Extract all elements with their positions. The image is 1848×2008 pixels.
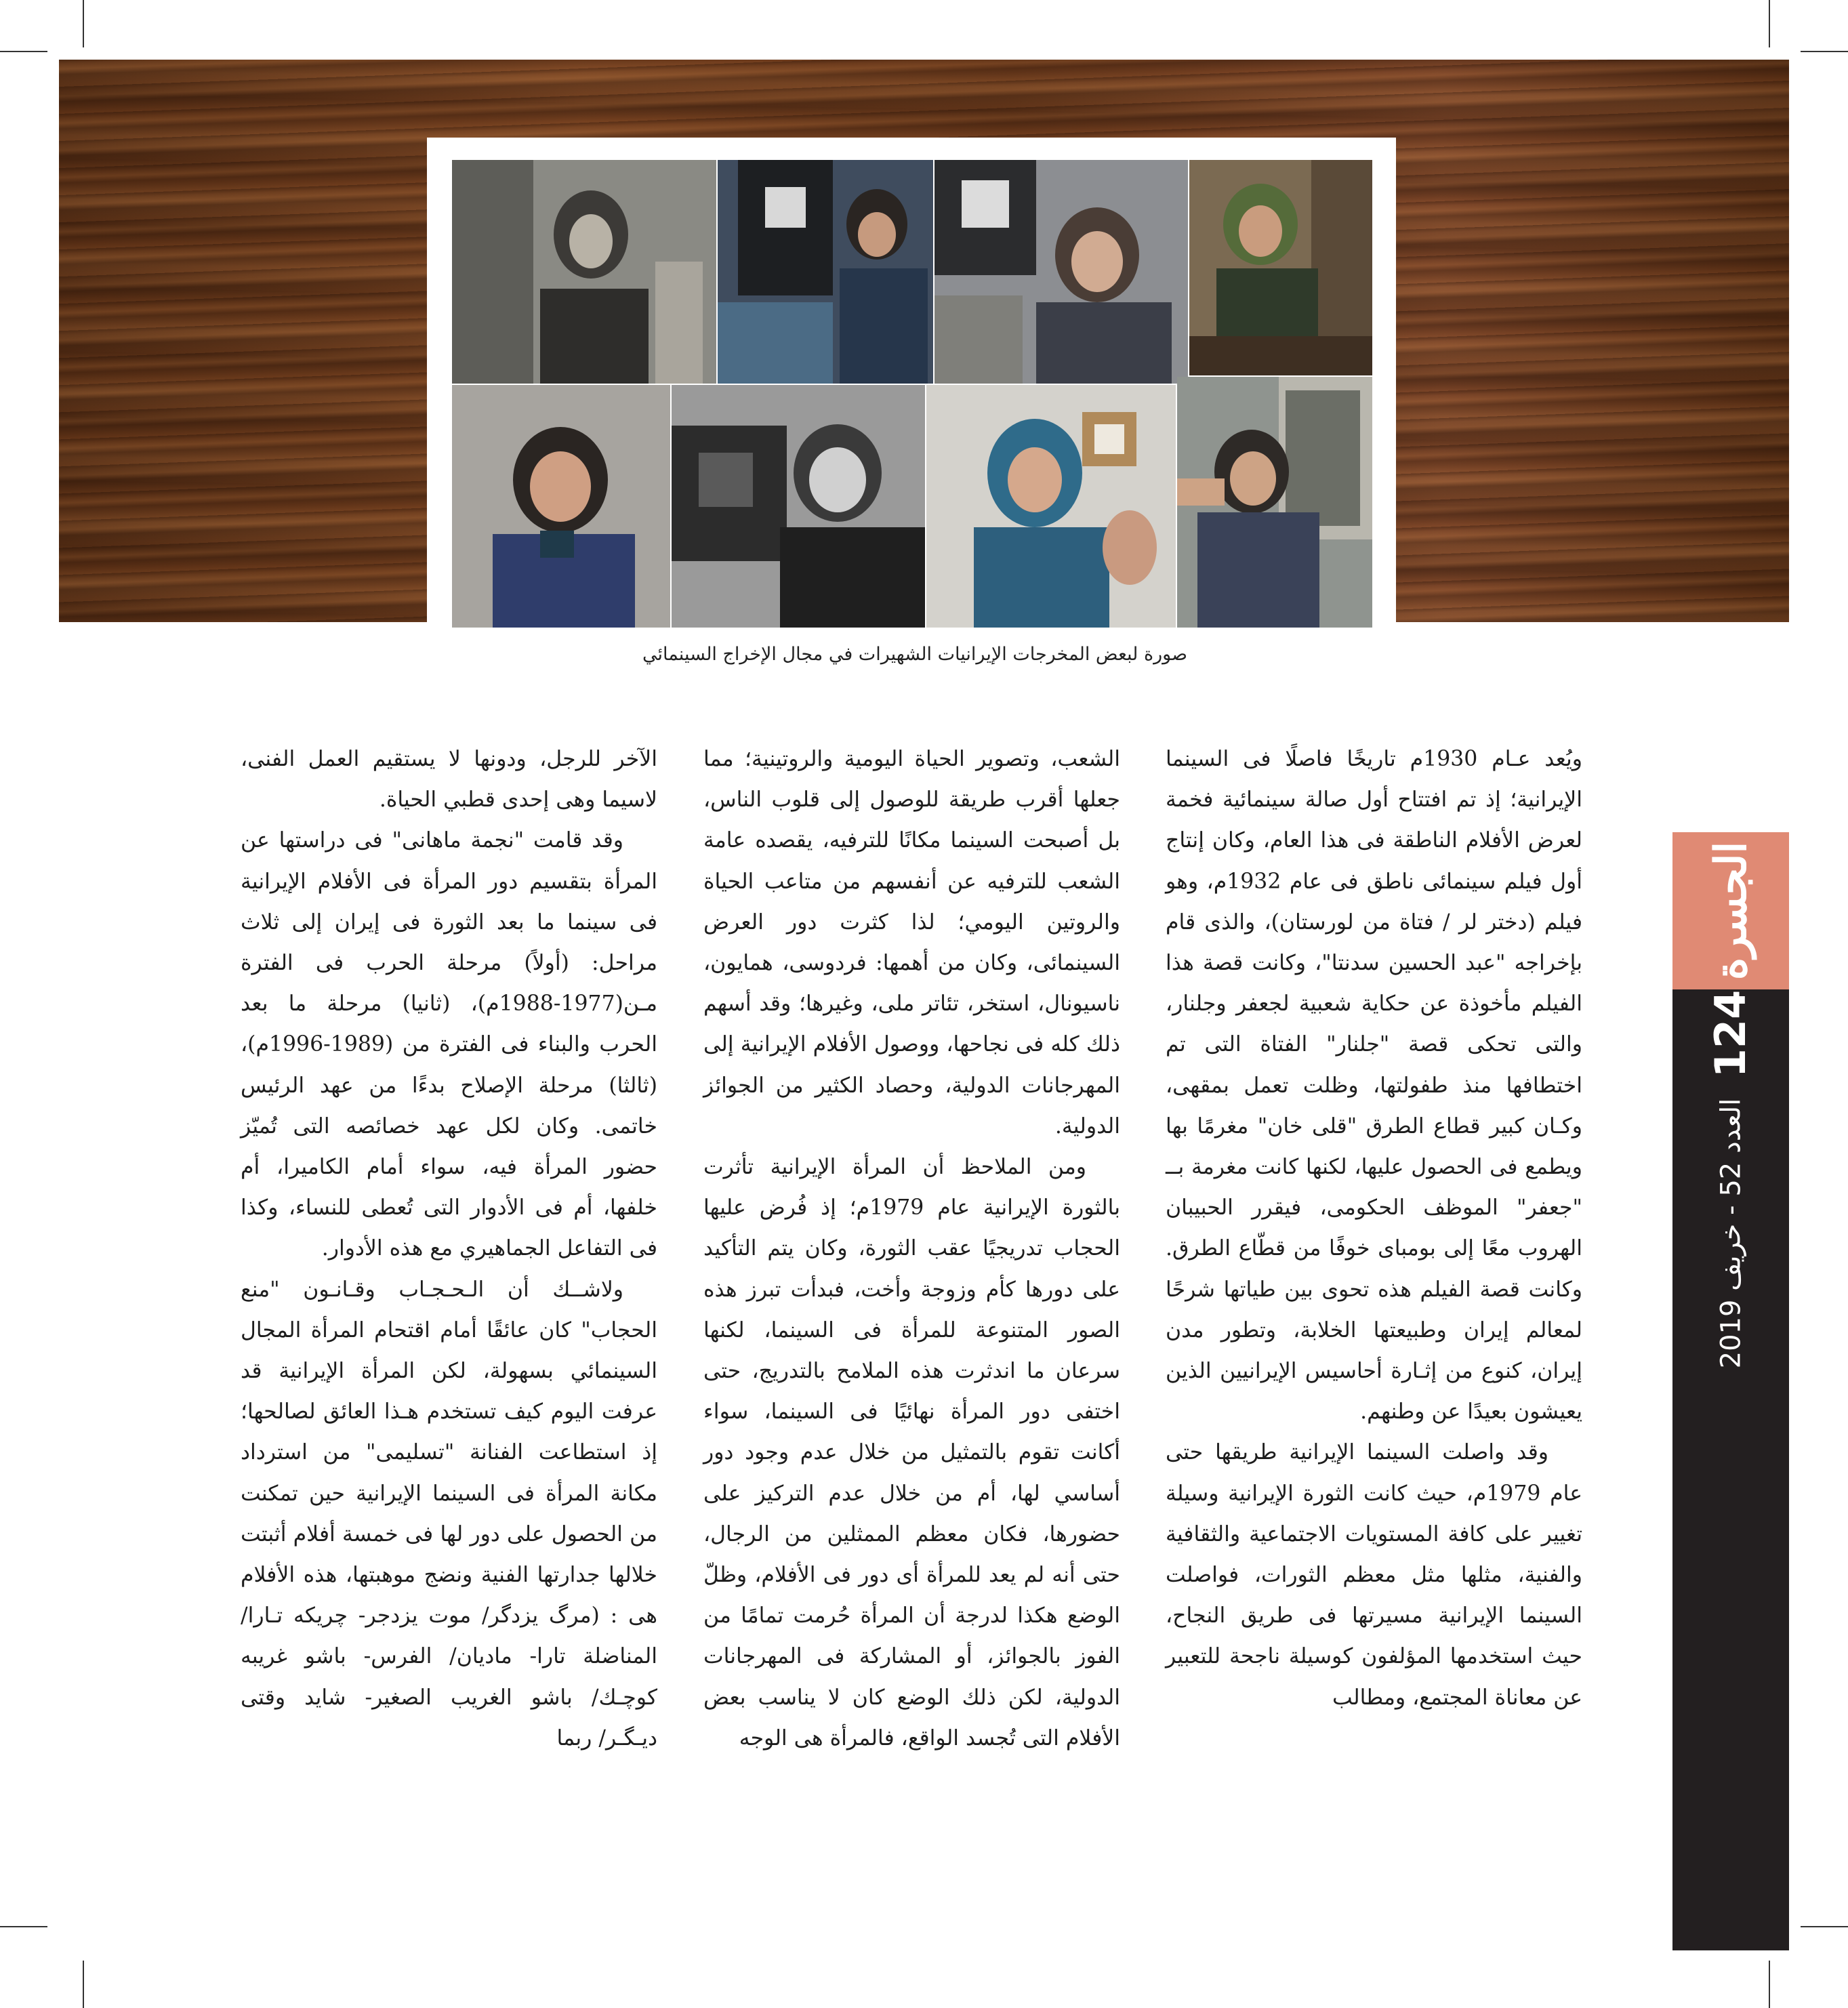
photo-director-4 [1189,160,1372,375]
crop-mark [1769,1961,1770,2008]
crop-mark [1801,1926,1848,1927]
paragraph: ويُعد عـام 1930م تاريخًا فاصلًا فى السينما الإيرانية؛ إذ تم افتتاح أول صالة سينمائية فخمة لعرض الأفلام الناطقة فى هذا العام، وكان إنتاج أول فيلم سينمائى ناطق فى عام 1932م، وهو فيلم (دختر لر / فتاة من لورستان)، والذى قام بإخراجه "عبد الحسين سدنتا"، وكانت قصة هذا الفيلم مأخوذة عن حكاية شعبية لجعفر وجلنار، والتى تحكى قصة "جلنار" الفتاة التى تم اختطافها منذ طفولتها، وظلت تعمل بمقهى، وكـان كبير قطاع الطرق "قلى خان" مغرمًا بها ويطمع فى الحصول عليها، لكنها كانت مغرمة بــ "جعفر" الموظف الحكومى، فيقرر الحبيبان الهروب معًا إلى بومباى خوفًا من قطّاع الطرق. وكانت قصة الفيلم هذه تحوى بين طياتها شرحًا لمعالم إيران وطبيعتها الخلابة، وتطور مدن إيران، كنوع من إثـارة أحاسيس الإيرانيين الذين يعيشون بعيدًا عن وطنهم. [1166,747,1582,1425]
photo-director-3 [935,160,1188,384]
crop-mark [83,1961,84,2008]
photo-director-7 [926,385,1176,628]
photo-director-8 [1177,377,1372,628]
paragraph: الآخر للرجل، ودونها لا يستقيم العمل الفنى، لاسيما وهى إحدى قطبي الحياة. [241,747,657,813]
issue-info: العدد 52 - خريف 2019 [1715,1098,1746,1369]
paragraph: وقد واصلت السينما الإيرانية طريقها حتى عام 1979م، حيث كانت الثورة الإيرانية وسيلة تغيير على كافة المستويات الاجتماعية والثقافية والفنية، مثلها مثل معظم الثورات، فواصلت السينما الإيرانية مسيرتها فى طريق النجاح، حيث استخدمها المؤلفون كوسيلة ناجحة للتعبير عن معاناة المجتمع، ومطالب [1166,1440,1582,1710]
article-column-3 [241,739,657,1796]
article-column-1 [1166,739,1582,1796]
crop-mark [1769,0,1770,47]
crop-mark [83,0,84,47]
page-number: 124 [1706,989,1756,1078]
crop-mark [0,51,47,52]
photo-director-5 [452,385,670,628]
paragraph: وقد قامت "نجمة ماهانى" فى دراستها عن المرأة بتقسيم دور المرأة فى الأفلام الإيرانية فى سينما ما بعد الثورة فى إيران إلى ثلاث مراحل: (أولاً) مرحلة الحرب فى الفترة مـن(1977-1988م)، (ثانيا) مرحلة ما بعد الحرب والبناء فى الفترة من (1989-1996م)، (ثالثا) مرحلة الإصلاح بدءًا من عهد الرئيس خاتمى. وكان لكل عهد خصائصه التى تُميّز حضور المرأة فيه، سواء أمام الكاميرا، أم خلفها، أم فى الأدوار التى تُعطى للنساء، وكذا فى التفاعل الجماهيري مع هذه الأدوار. [241,828,657,1261]
paragraph: الشعب، وتصوير الحياة اليومية والروتينية؛ مما جعلها أقرب طريقة للوصول إلى قلوب الناس، بل أصبحت السينما مكانًا للترفيه، يقصده عامة الشعب للترفيه عن أنفسهم من متاعب الحياة والروتين اليومي؛ لذا كثرت دور العرض السينمائى، وكان من أهمها: فردوسى، همايون، ناسيونال، استخر، تئاتر ملى، وغيرها؛ وقد أسهم ذلك كله فى نجاحها، ووصول الأفلام الإيرانية إلى المهرجانات الدولية، وحصاد الكثير من الجوائز الدولية. [703,747,1120,1139]
paragraph: ومن الملاحظ أن المرأة الإيرانية تأثرت بالثورة الإيرانية عام 1979م؛ إذ فُرض عليها الحجاب تدريجيًا عقب الثورة، وكان يتم التأكيد على دورها كأم وزوجة وأخت، فبدأت تبرز هذه الصور المتنوعة للمرأة فى السينما، لكنها سرعان ما اندثرت هذه الملامح بالتدريج، حتى اختفى دور المرأة نهائيًا فى السينما، سواء أكانت تقوم بالتمثيل من خلال عدم وجود دور أساسي لها، أم من خلال عدم التركيز على حضورها، فكان معظم الممثلين من الرجال، حتى أنه لم يعد للمرأة أى دور فى الأفلام، وظلّ الوضع هكذا لدرجة أن المرأة حُرمت تمامًا من الفوز بالجوائز، أو المشاركة فى المهرجانات الدولية، لكن ذلك الوضع كان لا يناسب بعض الأفلام التى تُجسد الواقع، فالمرأة هى الوجه [703,1155,1121,1750]
issue-info-box [1672,1084,1789,1382]
crop-mark [1801,51,1848,52]
photo-director-6 [672,385,925,628]
page-number-box [1672,989,1789,1078]
photo-director-2 [718,160,933,384]
article-column-2 [703,739,1120,1796]
photo-director-1 [452,160,716,384]
paragraph: ولاشــك أن الـحـجـاب وقـانـون "منع الحجاب" كان عائقًا أمام اقتحام المرأة المجال السينمائي بسهولة، لكن المرأة الإيرانية قد عرفت اليوم كيف تستخدم هـذا العائق لصالحها؛ إذ استطاعت الفنانة "تسليمى" من استرداد مكانة المرأة فى السينما الإيرانية حين تمكنت من الحصول على دور لها فى خمسة أفلام أثبتت خلالها جدارتها الفنية ونضج موهبتها، هذه الأفلام هى : (مرگ يزدگر/ موت يزدجر- چريكه تـارا/ المناضلة تارا- ماديان/ الفرس- باشو غريبه كوچـك/ باشو الغريب الصغير- شايد وقتى ديـگـر/ ربما [241,1277,657,1750]
magazine-logo-tab [1672,832,1789,989]
photo-caption: صورة لبعض المخرجات الإيرانيات الشهيرات في مجال الإخراج السينمائي [642,644,1188,665]
crop-mark [0,1926,47,1927]
photo-collage [452,160,1372,628]
magazine-logo: الجسرة [1705,841,1757,981]
